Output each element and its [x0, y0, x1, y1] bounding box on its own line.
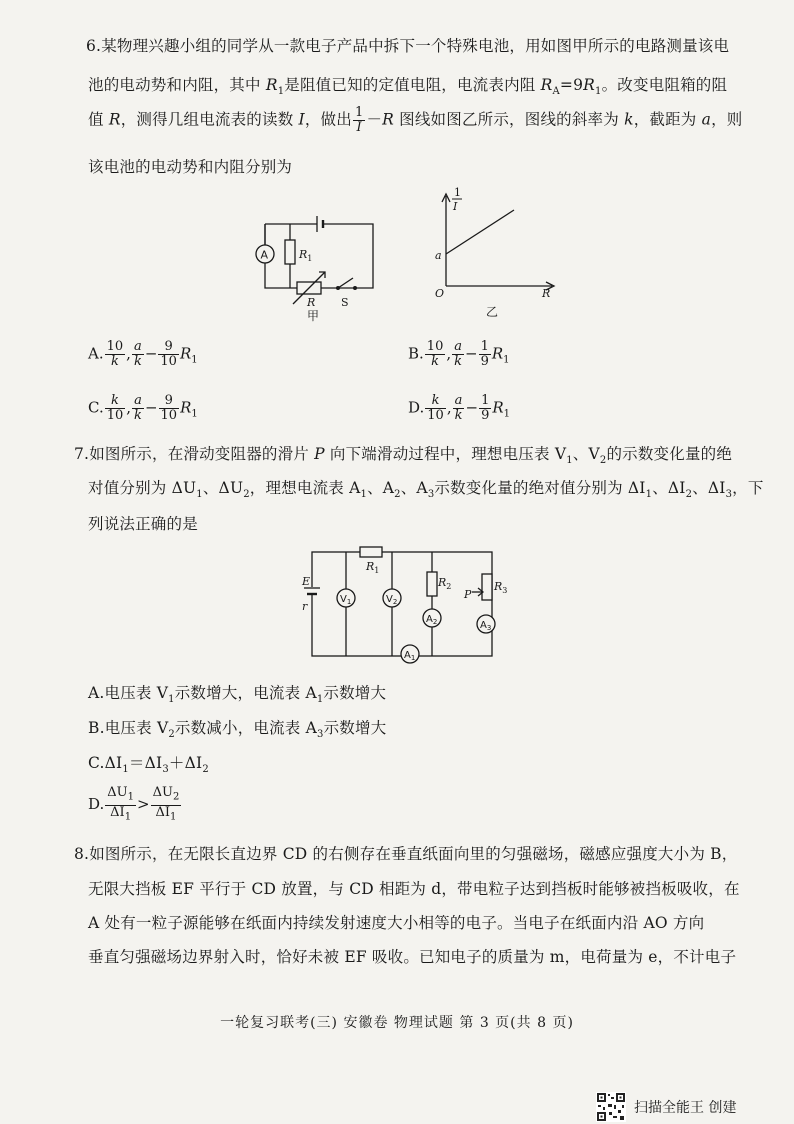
q7-option-c[interactable]: $C.\Delta I_1=\Delta I_3+\Delta I_2$ — [88, 754, 209, 776]
emf-label: E — [302, 575, 311, 588]
page-footer: 一轮复习联考(三) 安徽卷 物理试题 第 3 页(共 8 页) — [220, 1015, 574, 1031]
caption-jia: 甲 — [307, 309, 320, 323]
q6-line-3: 值 R，测得几组电流表的读数 I，做出 $\frac{1}{I}$ －R 图线如图乙所示，图线的斜率为 k，截距为 a，则 — [88, 105, 743, 135]
scanner-label: 扫描全能王 创建 — [634, 1100, 737, 1116]
graph-yi — [428, 184, 558, 324]
qr-code-icon — [596, 1092, 626, 1122]
r-label: R — [307, 296, 316, 309]
a1-label: $A_1$ — [404, 650, 416, 662]
q7-line-1: 7.如图所示，在滑动变阻器的滑片 P 向下端滑动过程中，理想电压表 $V_1$、$V_2$的示数变化量的绝 — [74, 445, 733, 467]
r1-label: $R_1$ — [299, 248, 313, 263]
slider-p-label: P — [464, 588, 472, 601]
q6-option-a[interactable]: A. $\frac{10}{k}$ , $\frac{a}{k}$ − $\frac{9}{10}$ $R_1$ — [88, 339, 198, 369]
origin-label: O — [435, 287, 445, 300]
r3-label: $R_3$ — [494, 580, 508, 595]
y-axis-num: 1 — [454, 186, 461, 199]
scanner-watermark — [596, 1092, 736, 1122]
circuit-diagram-q7 — [290, 540, 510, 665]
v2-label: $V_2$ — [386, 594, 398, 606]
internal-r-label: r — [302, 600, 308, 613]
ammeter-label: A — [260, 248, 269, 262]
q8-line-1: 8.如图所示，在无限长直边界 CD 的右侧存在垂直纸面向里的匀强磁场，磁感应强度大小为 B， — [74, 845, 738, 863]
a3-label: $A_3$ — [480, 620, 492, 632]
q8-line-3: A 处有一粒子源能够在纸面内持续发射速度大小相等的电子。当电子在纸面内沿 AO 方向 — [88, 914, 705, 932]
one-over-i-fraction: $\frac{1}{I}$ — [354, 105, 364, 135]
q8-line-4: 垂直匀强磁场边界射入时，恰好未被 EF 吸收。已知电子的质量为 m，电荷量为 e，不计电子 — [88, 948, 737, 966]
q6-option-c[interactable]: C. $\frac{k}{10}$ , $\frac{a}{k}$ − $\frac{9}{10}$ $R_1$ — [88, 393, 198, 423]
q6-line-1: 6.某物理兴趣小组的同学从一款电子产品中拆下一个特殊电池，用如图甲所示的电路测量该电 — [86, 37, 730, 55]
q7-option-b[interactable]: B.电压表 $V_2$示数减小，电流表 $A_3$示数增大 — [88, 719, 387, 741]
q6-line-2: 池的电动势和内阻，其中 $R_1$是阻值已知的定值电阻，电流表内阻 $R_A=9R_1$。改变电阻箱的阻 — [88, 76, 728, 98]
y-axis-den: I — [453, 200, 458, 213]
caption-yi: 乙 — [486, 305, 499, 319]
v1-label: $V_1$ — [340, 594, 352, 606]
r2-label: $R_2$ — [438, 576, 452, 591]
q6-option-b[interactable]: B. $\frac{10}{k}$ , $\frac{a}{k}$ − $\frac{1}{9}$ $R_1$ — [408, 339, 510, 369]
q7-option-d[interactable]: D. $\frac{\Delta U_1}{\Delta I_1}$ > $\frac{\Delta U_2}{\Delta I_1}$ — [88, 785, 180, 823]
q7-line-2: 对值分别为 $\Delta U_1$、$\Delta U_2$，理想电流表 $A_1$、$A_2$、$A_3$示数变化量的绝对值分别为 $\Delta I_1$、$\Delta I_2$、$\Delta I_3$，下 — [88, 479, 764, 501]
switch-label: S — [341, 296, 349, 309]
q6-option-d[interactable]: D. $\frac{k}{10}$ , $\frac{a}{k}$ − $\frac{1}{9}$ $R_1$ — [408, 393, 511, 423]
q6-line-4: 该电池的电动势和内阻分别为 — [88, 158, 293, 176]
q7-option-a[interactable]: A.电压表 $V_1$示数增大，电流表 $A_1$示数增大 — [88, 684, 387, 706]
a2-label: $A_2$ — [426, 614, 438, 626]
circuit-diagram-jia — [245, 210, 385, 325]
intercept-label: a — [435, 249, 442, 262]
r1-label: $R_1$ — [366, 560, 380, 575]
q8-line-2: 无限大挡板 EF 平行于 CD 放置，与 CD 相距为 d，带电粒子达到挡板时能够被挡板吸收，在 — [88, 880, 740, 898]
q7-line-3: 列说法正确的是 — [88, 515, 198, 533]
x-axis-label: R — [542, 287, 551, 300]
